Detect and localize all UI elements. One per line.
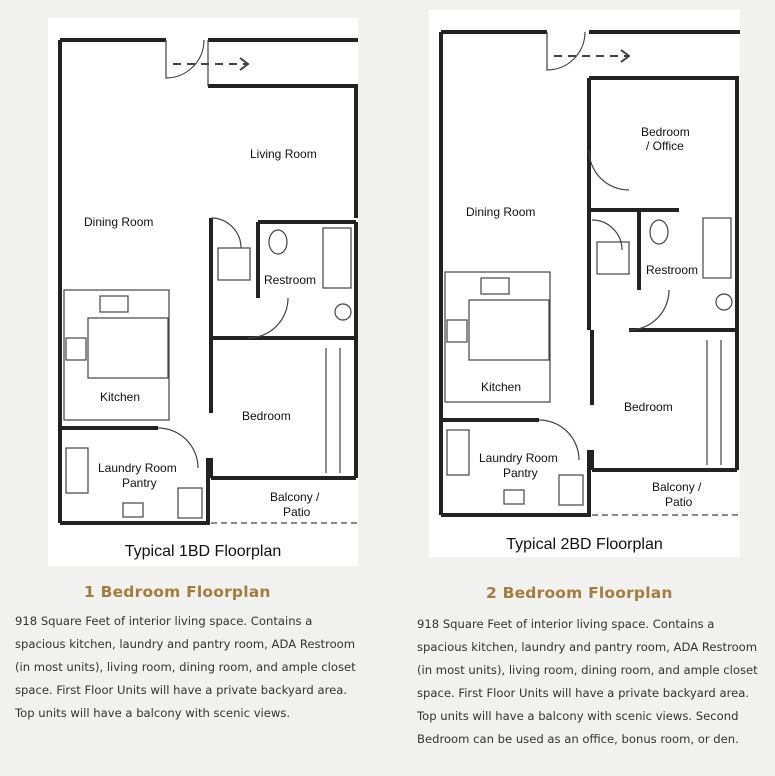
room-label-office-2: / Office (646, 139, 684, 153)
floorplan-1bd-image (48, 18, 358, 566)
room-label-kitchen: Kitchen (100, 390, 141, 404)
room-label-balcony: Balcony / (270, 490, 320, 504)
description-1-bedroom: 918 Square Feet of interior living space. Contains a spacious kitchen, laundry and pantry room, ADA Restroom (in most units), living room, dining room, and ample closet space. First Floor Units will have a private backyard area. Top units will have a balcony with scenic views. (15, 614, 356, 720)
heading-1-bedroom: 1 Bedroom Floorplan (84, 583, 271, 601)
description-2-bedroom: 918 Square Feet of interior living space. Contains a spacious kitchen, laundry and pantry room, ADA Restroom (in most units), living room, dining room, and ample closet space. First Floor Units will have a private backyard area. Top units will have a balcony with scenic views. Second Bedroom can be used as an office, bonus room, or den. (417, 617, 758, 746)
room-label-pantry: Pantry (503, 466, 538, 480)
room-label-patio: Patio (283, 505, 311, 519)
room-label-pantry: Pantry (122, 476, 157, 490)
room-label-kitchen: Kitchen (481, 380, 522, 394)
room-label-patio: Patio (665, 495, 693, 509)
heading-2-bedroom: 2 Bedroom Floorplan (486, 584, 673, 602)
room-label-restroom: Restroom (646, 263, 699, 277)
room-label-balcony: Balcony / (652, 480, 702, 494)
room-label-bedroom: Bedroom (624, 400, 673, 414)
room-label-bedroom: Bedroom (242, 409, 291, 423)
room-label-dining: Dining Room (466, 205, 536, 219)
floorplan-1bd-drawing (48, 18, 358, 566)
room-label-laundry: Laundry Room (98, 461, 177, 475)
room-label-office-1: Bedroom (641, 125, 690, 139)
floorplan-2bd-caption: Typical 2BD Floorplan (506, 536, 663, 553)
floorplan-1bd-caption: Typical 1BD Floorplan (124, 543, 282, 560)
room-label-living: Living Room (250, 147, 317, 161)
floorplan-2bd-drawing (429, 10, 740, 557)
room-label-laundry: Laundry Room (479, 451, 558, 465)
floorplan-2bd-image (429, 10, 740, 557)
room-label-restroom: Restroom (264, 273, 317, 287)
room-label-dining: Dining Room (84, 215, 154, 229)
